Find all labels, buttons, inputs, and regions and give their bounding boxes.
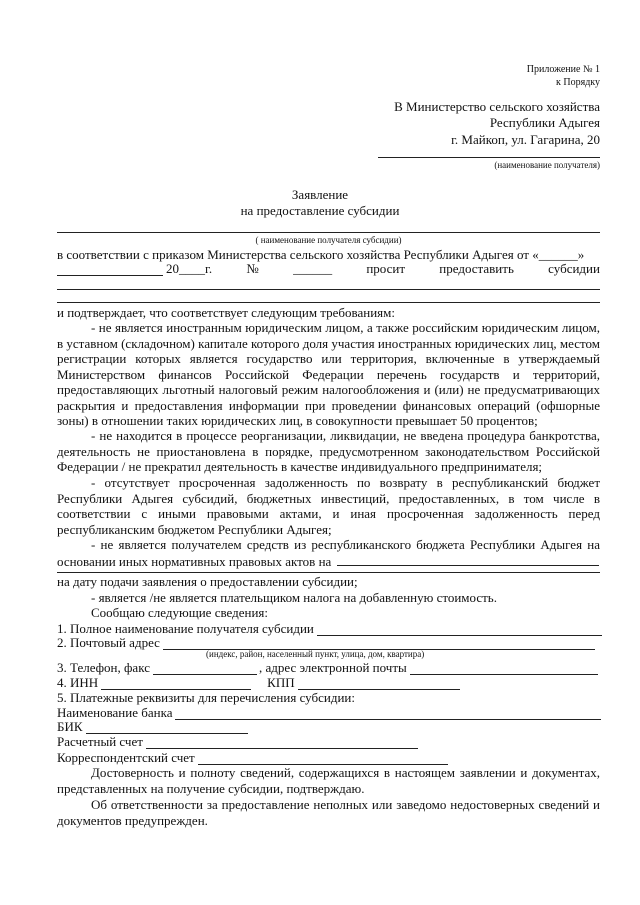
other-acts-blank [337,553,599,566]
account-row [57,734,418,749]
corr-account-row [57,750,448,765]
order-reference: в соответствии с приказом Министерства сельского хозяйства Республики Адыгея от «______» [57,247,585,262]
bik-field[interactable] [86,721,248,734]
addressee-ministry: В Министерство сельского хозяйства [394,99,600,114]
addressee-address: г. Майкоп, ул. Гагарина, 20 [451,132,600,147]
applicant-caption: ( наименование получателя субсидии) [255,235,402,245]
email-label: , адрес электронной почты [258,660,407,675]
address-caption: (индекс, район, населенный пункт, улица, дом, квартира) [206,649,425,659]
order-number-blank: ______ [293,261,333,276]
recipient-name-line [378,157,600,158]
order-year: 20____г. [166,261,213,276]
contacts-row [57,660,598,675]
appendix-reference: к Порядку [556,77,600,88]
postal-address-row [57,635,595,650]
postal-address-label: 2. Почтовый адрес [57,635,160,650]
requirement-foreign-entity: - не является иностранным юридическим лицом, а также российским юридическим лицом, в уставном (складочном) капитале которого доля участия иностранных юридических лиц, местом регистрации которых является государство или территория, включенные в утверждаемый Министерством финансов Российской Федерации перечень государств и территорий, предоставляющих льготный налоговый режим налогообложения и (или) не предусматривающих раскрытия и предоставления информации при проведении финансовых операций (офшорные зоны) в отношении таких юридических лиц, в совокупности превышает 50 процентов; [57,320,600,428]
tax-ids-row [57,675,460,690]
email-field[interactable] [410,662,598,675]
bank-name-row [57,705,601,720]
subsidy-type-line-2 [57,302,600,303]
phone-fax-field[interactable] [153,662,257,675]
requirement-no-debt: - отсутствует просроченная задолженность по возврату в республиканский бюджет Республики Адыгея субсидий, бюджетных инвестиций, предоставленных, в том числе в соответствии с иными правовыми актами, и иная просроченная задолженность перед республиканским бюджетом Республики Адыгея; [57,475,600,537]
kpp-label: КПП [267,675,295,690]
phone-fax-label: 3. Телефон, факс [57,660,150,675]
inn-field[interactable] [101,677,251,690]
document-subtitle: на предоставление субсидии [240,203,400,218]
word-subsidy: субсидии [548,261,600,276]
order-date-line [57,275,163,276]
confirms-requirements: и подтверждает, что соответствует следующим требованиям: [57,305,395,320]
inn-label: 4. ИНН [57,675,99,690]
word-provide: предоставить [439,261,514,276]
application-date-text: на дату подачи заявления о предоставлении субсидии; [57,574,358,589]
bik-label: БИК [57,719,83,734]
account-field[interactable] [146,736,418,749]
order-details-row [166,261,600,276]
document-title: Заявление [291,187,349,202]
vat-status: - является /не является плательщиком налога на добавленную стоимость. [91,590,497,605]
addressee-republic: Республики Адыгея [489,115,600,130]
word-requests: просит [366,261,406,276]
requirement-no-other-funds [57,537,600,569]
corr-account-field[interactable] [198,752,448,765]
corr-account-label: Корреспондентский счет [57,750,195,765]
accuracy-confirmation: Достоверность и полноту сведений, содержащихся в настоящем заявлении и документах, представленных на получение субсидии, подтверждаю. [57,765,600,796]
responsibility-warning: Об ответственности за предоставление неполных или заведомо недостоверных сведений и документов предупрежден. [57,797,600,828]
other-acts-line [57,572,600,573]
bik-row [57,719,248,734]
requirement-no-other-funds-text: - не является получателем средств из республиканского бюджета Республики Адыгея на основании иных нормативных правовых актов на [57,537,600,569]
bank-name-label: Наименование банка [57,705,173,720]
account-label: Расчетный счет [57,734,143,749]
full-name-label: 1. Полное наименование получателя субсидии [57,621,314,636]
info-intro: Сообщаю следующие сведения: [91,605,269,620]
kpp-field[interactable] [298,677,460,690]
full-name-row [57,621,602,636]
appendix-number: Приложение № 1 [526,64,600,75]
recipient-caption: (наименование получателя) [494,160,600,170]
applicant-name-line [57,232,600,233]
bank-details-heading: 5. Платежные реквизиты для перечисления субсидии: [57,690,355,705]
order-number-sign: № [246,261,259,276]
requirement-no-reorganization: - не находится в процессе реорганизации, ликвидации, не введена процедура банкротства, деятельность не приостановлена в порядке, предусмотренном законодательством Российской Федерации / не прекратил деятельность в качестве индивидуального предпринимателя; [57,428,600,474]
subsidy-type-line-1 [57,289,600,290]
